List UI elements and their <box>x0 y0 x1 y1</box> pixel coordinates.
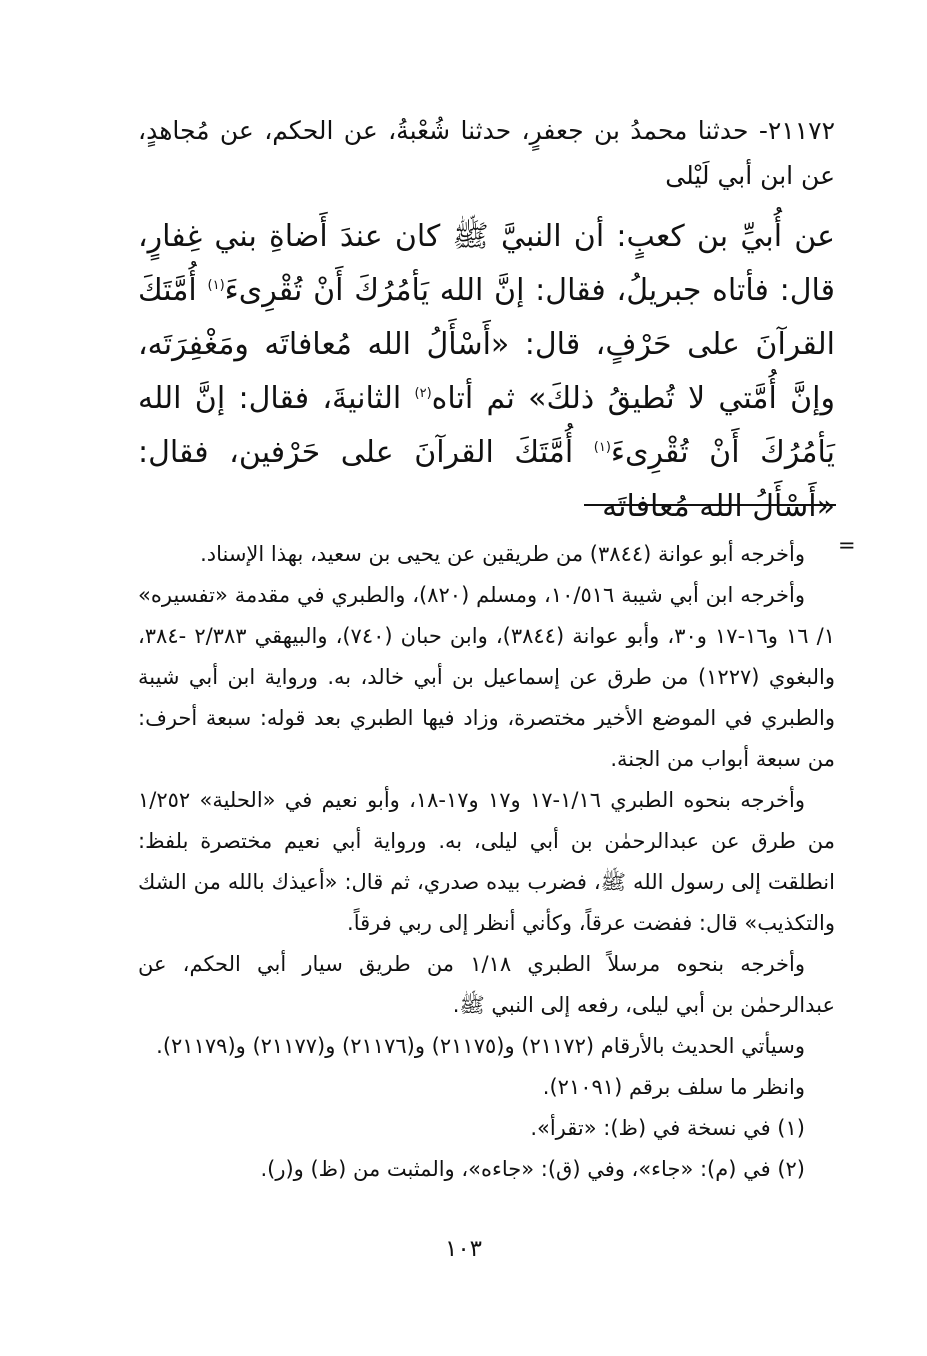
hadith-text-segment: أُمَّتَكَ القرآنَ على حَرْفين، فقال: «أَسْأَلُ الله مُعافاتَه <box>138 435 835 524</box>
footnote-ref: (١) <box>593 440 611 455</box>
footnote-paragraph: وأخرجه ابن أبي شيبة ١٠/٥١٦، ومسلم (٨٢٠)، والطبري في مقدمة «تفسيره» ١/ ١٦ و١٦-١٧ و٣٠، وأبو عوانة (٣٨٤٤)، وابن حبان (٧٤٠)، والبيهقي ٢/٣٨٣ -٣٨٤، والبغوي (١٢٢٧) من طرق عن إسماعيل بن أبي خالد، به. ورواية ابن أبي شيبة والطبري في الموضع الأخير مختصرة، وزاد فيها الطبري بعد قوله: سبعة أحرف: من سبعة أبواب من الجنة. <box>138 583 835 771</box>
continuation-mark: = <box>838 533 856 557</box>
footnote-ref: (١) <box>207 278 225 293</box>
hadith-text-segment: عن أُبيِّ بن كعبٍ: أن النبيَّ ﷺ كان عندَ أَضاةِ بني غِفارٍ، قال: فأتاه جبريلُ، فقال: إنَّ الله يَأمُرُكَ أَنْ تُقْرِىءَ <box>138 219 836 308</box>
footnote-paragraph: (١) في نسخة في (ظ): «تقرأ». <box>530 1116 805 1140</box>
page-number: ١٠٣ <box>444 1236 483 1262</box>
hadith-text-segment: الثانيةَ، فقال: إنَّ الله يَأمُرُكَ أَنْ تُقْرِىءَ <box>138 381 835 470</box>
hadith-matn <box>138 210 835 534</box>
hadith-text-segment: أُمَّتَكَ القرآنَ على حَرْفٍ، قال: «أَسْأَلُ الله مُعافاتَه ومَغْفِرَتَه، وإنَّ أُمَّتي لا تُطيقُ ذلكَ» ثم أتاه <box>138 273 835 416</box>
footnote-paragraph: وأخرجه بنحوه مرسلاً الطبري ١/١٨ من طريق سيار أبي الحكم، عن عبدالرحمٰن بن أبي ليلى، رفعه إلى النبي ﷺ. <box>138 952 835 1017</box>
footnote-paragraph: وانظر ما سلف برقم (٢١٠٩١). <box>542 1075 805 1099</box>
footnote-ref: (٢) <box>414 386 432 401</box>
footnote-divider <box>584 504 836 506</box>
footnotes <box>138 534 835 1190</box>
footnote-paragraph: وأخرجه بنحوه الطبري ١/١٦-١٧ و١٧ و١٧-١٨، وأبو نعيم في «الحلية» ١/٢٥٢ من طرق عن عبدالرحمٰن بن أبي ليلى، به. ورواية أبي نعيم مختصرة بلفظ: انطلقت إلى رسول الله ﷺ، فضرب بيده صدري، ثم قال: «أعيذك بالله من الشك والتكذيب» قال: ففضت عرقاً، وكأني أنظر إلى ربي فرقاً. <box>138 788 835 935</box>
footnote-paragraph: (٢) في (م): «جاء»، وفي (ق): «جاءه»، والمثبت من (ظ) و(ر). <box>260 1157 805 1181</box>
footnote-paragraph: وسيأتي الحديث بالأرقام (٢١١٧٢) و(٢١١٧٥) و(٢١١٧٦) و(٢١١٧٧) و(٢١١٧٩). <box>156 1034 805 1058</box>
hadith-isnad: ٢١١٧٢- حدثنا محمدُ بن جعفرٍ، حدثنا شُعْبةُ، عن الحكم، عن مُجاهدٍ، عن ابن أبي لَيْلى <box>138 116 835 190</box>
footnote-paragraph: وأخرجه أبو عوانة (٣٨٤٤) من طريقين عن يحيى بن سعيد، بهذا الإسناد. <box>200 542 805 566</box>
